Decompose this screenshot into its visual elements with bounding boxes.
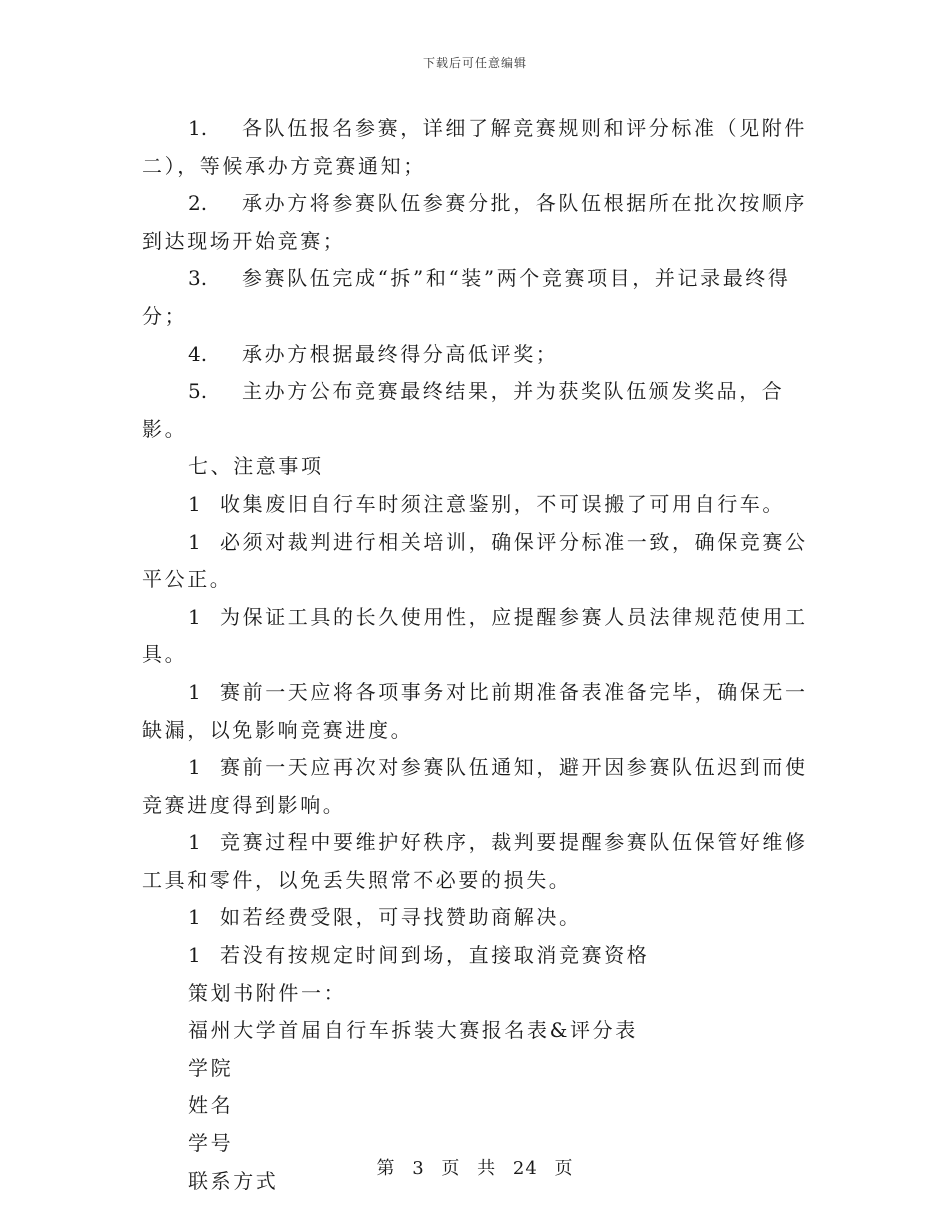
note-item [142,749,810,824]
note-text: 赛前一天应将各项事务对比前期准备表准备完毕，确保无一缺漏，以免影响竞赛进度。 [142,679,808,742]
note-marker: 1 [188,755,201,780]
step-number: 3. [188,266,208,291]
header-note: 下载后可任意编辑 [422,56,527,70]
form-field-college: 学院 [188,1055,234,1080]
page-footer [0,1154,950,1180]
note-text: 若没有按规定时间到场，直接取消竞赛资格 [220,943,650,968]
page-total: 24 [512,1158,538,1179]
step-text: 承办方根据最终得分高低评奖； [242,341,559,366]
note-item [142,674,810,749]
step-item [142,373,810,448]
step-number: 1. [188,116,208,140]
section-heading: 七、注意事项 [188,454,324,479]
note-text: 收集废旧自行车时须注意鉴别，不可误搬了可用自行车。 [220,491,785,516]
form-field-contact: 联系方式 [188,1168,279,1193]
form-field-student-id: 学号 [188,1131,234,1156]
appendix-title: 福州大学首届自行车拆装大赛报名表&评分表 [188,1018,638,1043]
document-body [142,110,810,1200]
step-text: 主办方公布竞赛最终结果，并为获奖队伍颁发奖品，合影。 [142,379,785,441]
note-item [142,824,810,899]
note-item [142,486,810,524]
appendix-label: 策划书附件一： [188,980,347,1005]
note-item [142,899,810,937]
note-marker: 1 [188,905,201,930]
note-text: 竞赛过程中要维护好秩序，裁判要提醒参赛队伍保管好维修工具和零件，以免丢失照常不必要的损失。 [142,830,808,892]
step-item [142,110,810,185]
note-text: 必须对裁判进行相关培训，确保评分标准一致，确保竞赛公平公正。 [142,529,808,592]
step-number: 5. [188,379,208,404]
note-marker: 1 [188,679,201,704]
step-item [142,185,810,260]
note-item [142,524,810,599]
note-marker: 1 [188,491,201,516]
step-number: 2. [188,191,208,216]
step-number: 4. [188,341,208,366]
note-marker: 1 [188,943,201,968]
note-marker: 1 [188,830,201,855]
note-marker: 1 [188,529,201,554]
footer-total-prefix: 共 [477,1158,497,1179]
form-field-name: 姓名 [188,1093,234,1118]
footer-page-word: 页 [441,1158,461,1179]
step-text: 各队伍报名参赛，详细了解竞赛规则和评分标准（见附件二），等候承办方竞赛通知； [142,116,807,178]
note-text: 如若经费受限，可寻找赞助商解决。 [220,905,582,930]
note-marker: 1 [188,604,201,629]
step-item [142,336,810,374]
page-number: 3 [412,1158,425,1179]
note-item [142,937,810,975]
footer-suffix: 页 [554,1158,574,1179]
note-item [142,599,810,674]
note-text: 为保证工具的长久使用性，应提醒参赛人员法律规范使用工具。 [142,604,808,667]
step-text: 承办方将参赛队伍参赛分批，各队伍根据所在批次按顺序到达现场开始竞赛； [142,191,807,253]
note-text: 赛前一天应再次对参赛队伍通知，避开因参赛队伍迟到而使竞赛进度得到影响。 [142,755,808,817]
step-text: 参赛队伍完成“拆”和“装”两个竞赛项目，并记录最终得分； [142,266,791,328]
footer-prefix: 第 [376,1158,396,1179]
step-item [142,260,810,335]
